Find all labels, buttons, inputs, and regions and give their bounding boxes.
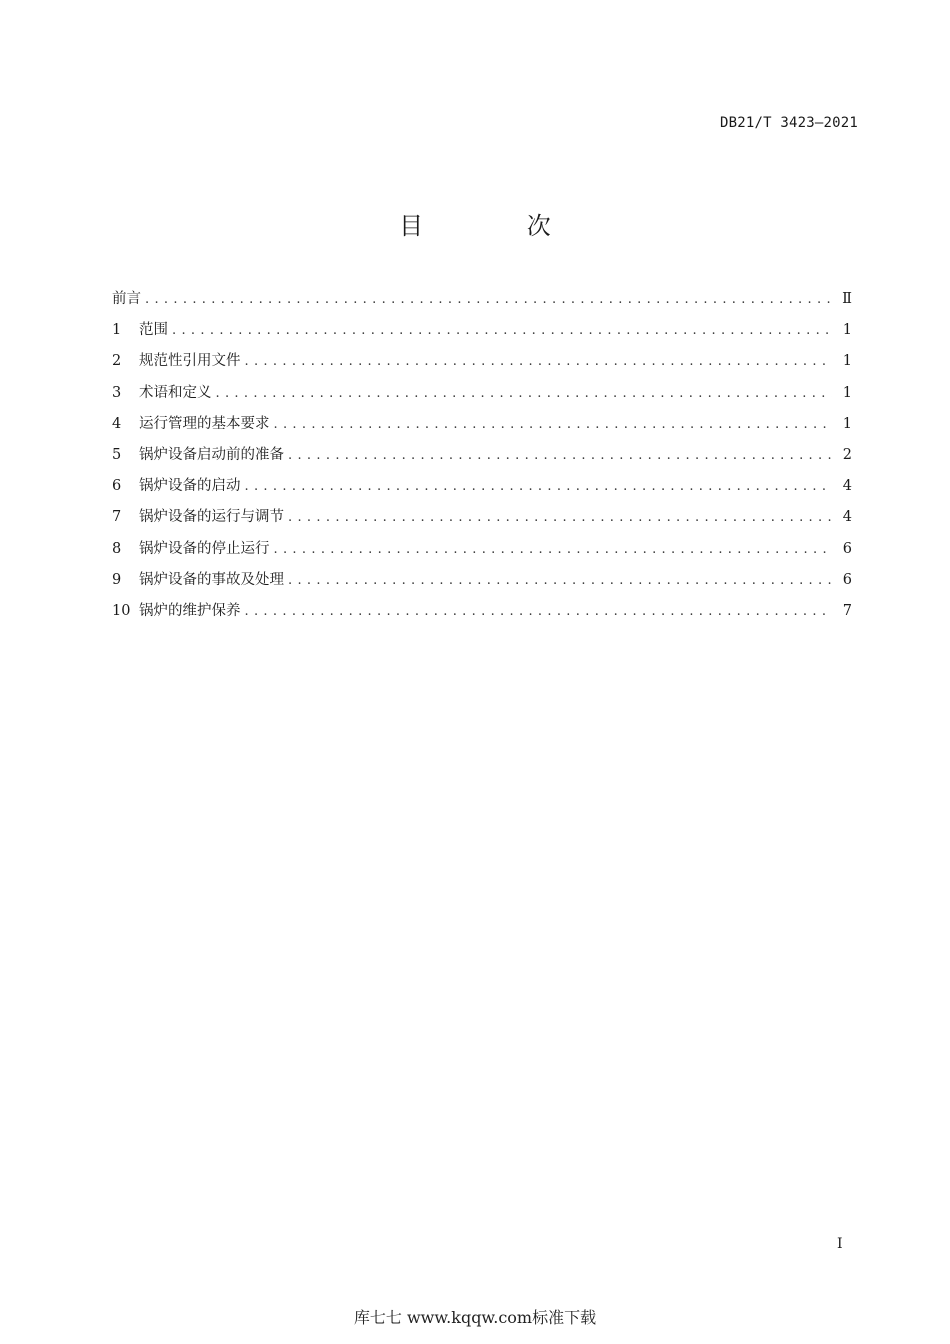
toc-entry-page: 7 (842, 602, 852, 619)
toc-entry-page: 4 (842, 478, 852, 495)
toc-entry-1[interactable] (112, 318, 852, 349)
toc-entry-label: 锅炉设备的运行与调节 (139, 509, 284, 526)
toc-entry-page: 1 (842, 384, 852, 401)
toc-dot-leader (172, 323, 832, 338)
toc-entry-foreword[interactable] (112, 287, 852, 318)
toc-entry-label: 锅炉设备的事故及处理 (139, 571, 284, 588)
toc-entry-9[interactable] (112, 568, 852, 599)
toc-entry-10[interactable] (112, 599, 852, 630)
toc-entry-3[interactable] (112, 381, 852, 412)
toc-dot-leader (245, 479, 833, 494)
toc-entry-page: 6 (842, 571, 852, 588)
toc-entry-page: 2 (842, 446, 852, 463)
toc-dot-leader (216, 386, 833, 401)
toc-entry-4[interactable] (112, 412, 852, 443)
toc-entry-2[interactable] (112, 349, 852, 380)
toc-entry-label: 锅炉设备的停止运行 (139, 540, 270, 557)
toc-title: 目 次 (399, 212, 599, 240)
toc-entry-number: 1 (112, 322, 122, 339)
document-code: DB21/T 3423—2021 (719, 115, 858, 131)
toc-entry-label: 运行管理的基本要求 (139, 415, 270, 432)
toc-entry-page: 1 (842, 322, 852, 339)
toc-entry-5[interactable] (112, 443, 852, 474)
toc-entry-page: Ⅱ (842, 291, 852, 307)
toc-entry-number: 5 (112, 446, 122, 463)
toc-entry-page: 1 (842, 353, 852, 370)
toc-entry-label: 锅炉的维护保养 (139, 602, 241, 619)
toc-entry-7[interactable] (112, 505, 852, 536)
toc-entry-label: 锅炉设备启动前的准备 (139, 446, 284, 463)
toc-entry-number: 9 (112, 571, 122, 588)
toc-entry-number: 7 (112, 509, 122, 526)
toc-entry-label: 术语和定义 (139, 384, 212, 401)
toc-entry-number: 4 (112, 415, 122, 432)
toc-entry-number: 8 (112, 540, 122, 557)
toc-entry-number: 6 (112, 478, 122, 495)
toc-entry-label: 规范性引用文件 (139, 353, 241, 370)
footer-watermark: 库七七 www.kqqw.com标准下载 (353, 1308, 597, 1327)
toc-entry-8[interactable] (112, 537, 852, 568)
toc-dot-leader (245, 354, 833, 369)
toc-dot-leader (274, 542, 833, 557)
toc-entry-page: 6 (842, 540, 852, 557)
toc-entry-label: 范围 (139, 322, 168, 339)
toc-entry-number: 3 (112, 384, 122, 401)
toc-dot-leader (145, 292, 832, 307)
toc-entry-page: 1 (842, 415, 852, 432)
toc-dot-leader (288, 448, 832, 463)
toc-entry-6[interactable] (112, 474, 852, 505)
toc-entry-number: 2 (112, 353, 122, 370)
toc-entry-page: 4 (842, 509, 852, 526)
page-number: I (837, 1236, 843, 1252)
toc-dot-leader (274, 417, 833, 432)
toc-dot-leader (245, 604, 833, 619)
table-of-contents (112, 287, 852, 630)
toc-entry-label: 锅炉设备的启动 (139, 478, 241, 495)
toc-entry-label: 前言 (112, 291, 141, 307)
toc-dot-leader (288, 573, 832, 588)
toc-dot-leader (288, 510, 832, 525)
toc-entry-number: 10 (112, 602, 131, 619)
